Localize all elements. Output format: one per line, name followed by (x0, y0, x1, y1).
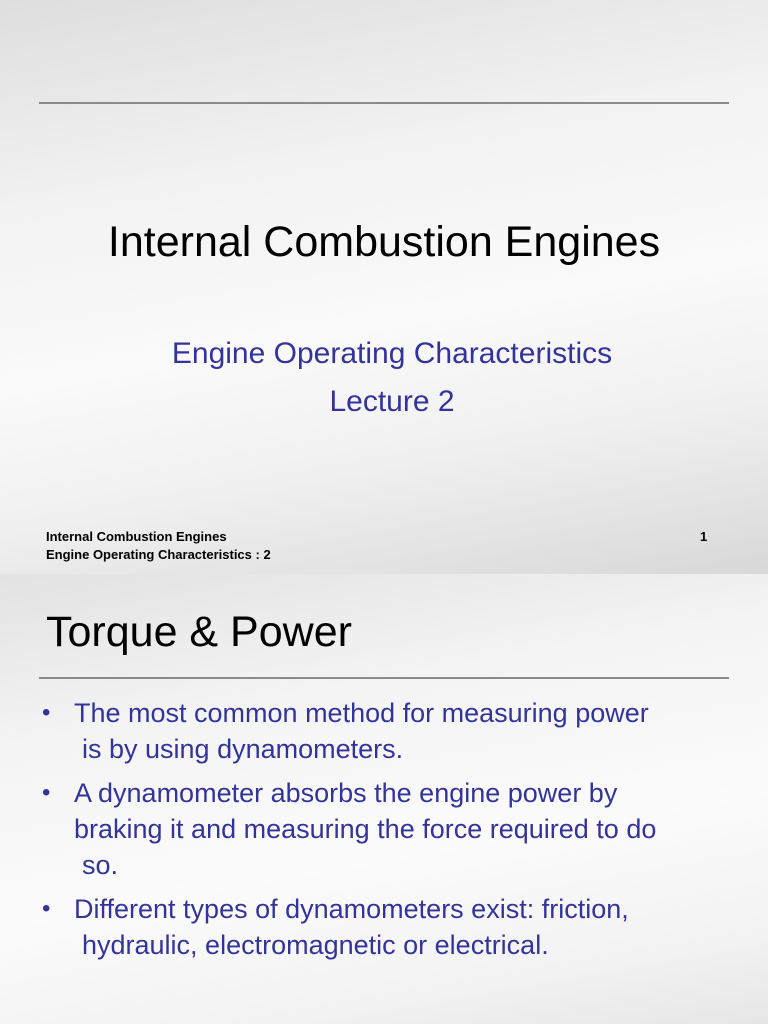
bullet-icon: • (42, 779, 51, 806)
footer-lecture: Engine Operating Characteristics : 2 (46, 547, 271, 562)
slide-subtitle (0, 330, 768, 426)
title-divider (39, 102, 729, 104)
bullet-icon: • (42, 699, 51, 726)
bullet-icon: • (42, 895, 51, 922)
bullet-text (74, 775, 742, 883)
bullet-line: hydraulic, electromagnetic or electrical. (82, 930, 549, 960)
bullet-item (42, 695, 742, 767)
bullet-line: A dynamometer absorbs the engine power by (74, 778, 618, 808)
page-number: 1 (700, 529, 708, 544)
bullet-line: The most common method for measuring power (74, 698, 649, 728)
footer-course: Internal Combustion Engines (46, 529, 227, 544)
bullet-item (42, 775, 742, 883)
bullet-line: braking it and measuring the force required to do (74, 814, 657, 844)
bullet-line: so. (82, 850, 119, 880)
title-divider (39, 677, 729, 679)
bullet-text (74, 695, 742, 767)
bullet-line: Different types of dynamometers exist: friction, (74, 894, 629, 924)
bullet-item (42, 891, 742, 963)
bullet-text (74, 891, 742, 963)
subtitle-line: Engine Operating Characteristics (171, 337, 613, 370)
slide-title: Torque & Power (46, 608, 352, 656)
bullet-line: is by using dynamometers. (82, 734, 404, 764)
bullet-list (42, 695, 742, 971)
subtitle-line: Lecture 2 (329, 385, 455, 418)
slide-2 (0, 574, 768, 1024)
slide-title: Internal Combustion Engines (107, 218, 661, 266)
